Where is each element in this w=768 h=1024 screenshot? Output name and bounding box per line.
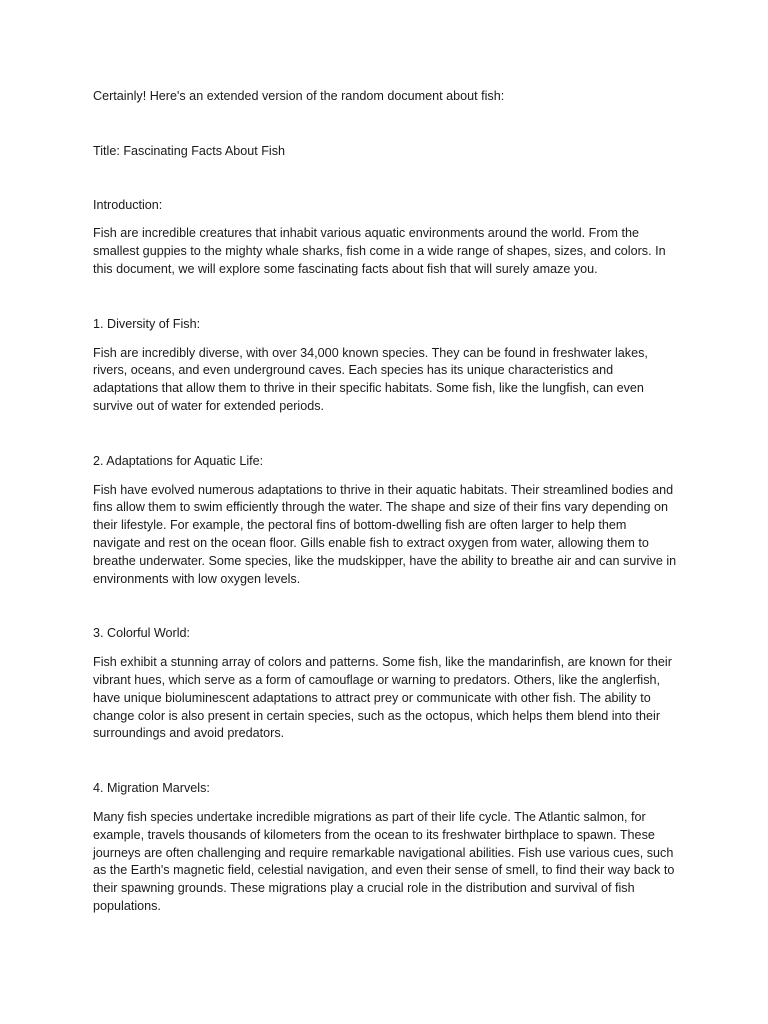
section-paragraph: Fish have evolved numerous adaptations to thrive in their aquatic habitats. Their streamlined bodies and fins allow them to swim efficiently through the water. The shape and size of their fins vary depending on their lifestyle. For example, the pectoral fins of bottom-dwelling fish are often larger to help them navigate and rest on the ocean floor. Gills enable fish to extract oxygen from water, allowing them to breathe underwater. Some species, like the mudskipper, have the ability to breathe air and can survive in environments with low oxygen levels. (93, 482, 677, 586)
section-heading: 2. Adaptations for Aquatic Life: (93, 453, 264, 468)
section-heading: 1. Diversity of Fish: (93, 316, 201, 331)
section-paragraph: Fish are incredibly diverse, with over 34,000 known species. They can be found in freshwater lakes, rivers, oceans, and even underground caves. Each species has its unique characteristics and adaptations that allow them to thrive in their specific habitats. Some fish, like the lungfish, can even survive out of water for extended periods. (93, 345, 648, 413)
section-heading: 3. Colorful World: (93, 626, 191, 641)
document-title: Title: Fascinating Facts About Fish (93, 143, 286, 158)
section-diversity (93, 316, 677, 416)
intro-line: Certainly! Here's an extended version of the random document about fish: (93, 89, 505, 103)
section-paragraph: Fish exhibit a stunning array of colors and patterns. Some fish, like the mandarinfish, are known for their vibrant hues, which serve as a form of camouflage or warning to predators. Others, like the anglerfish, have unique bioluminescent adaptations to attract prey or communicate with other fish. The ability to change color is also present in certain species, such as the octopus, which helps them blend into their surroundings and avoid predators. (93, 655, 672, 741)
section-heading: 4. Migration Marvels: (93, 781, 210, 796)
section-migration (93, 780, 677, 916)
section-paragraph: Fish are incredible creatures that inhabit various aquatic environments around the world. From the smallest guppies to the mighty whale sharks, fish come in a wide range of shapes, sizes, and colors. In this document, we will explore some fascinating facts about fish that will surely amaze you. (93, 226, 666, 276)
section-heading: Introduction: (93, 197, 163, 212)
section-colorful-world (93, 625, 677, 743)
section-introduction (93, 197, 677, 279)
document-body (93, 88, 677, 916)
section-paragraph: Many fish species undertake incredible migrations as part of their life cycle. The Atlantic salmon, for example, travels thousands of kilometers from the ocean to its freshwater birthplace to spawn. These journeys are often challenging and require remarkable navigational abilities. Fish use various cues, such as the Earth's magnetic field, celestial navigation, and even their sense of smell, to find their way back to their spawning grounds. These migrations play a crucial role in the distribution and survival of fish populations. (93, 809, 675, 913)
section-adaptations (93, 453, 677, 589)
